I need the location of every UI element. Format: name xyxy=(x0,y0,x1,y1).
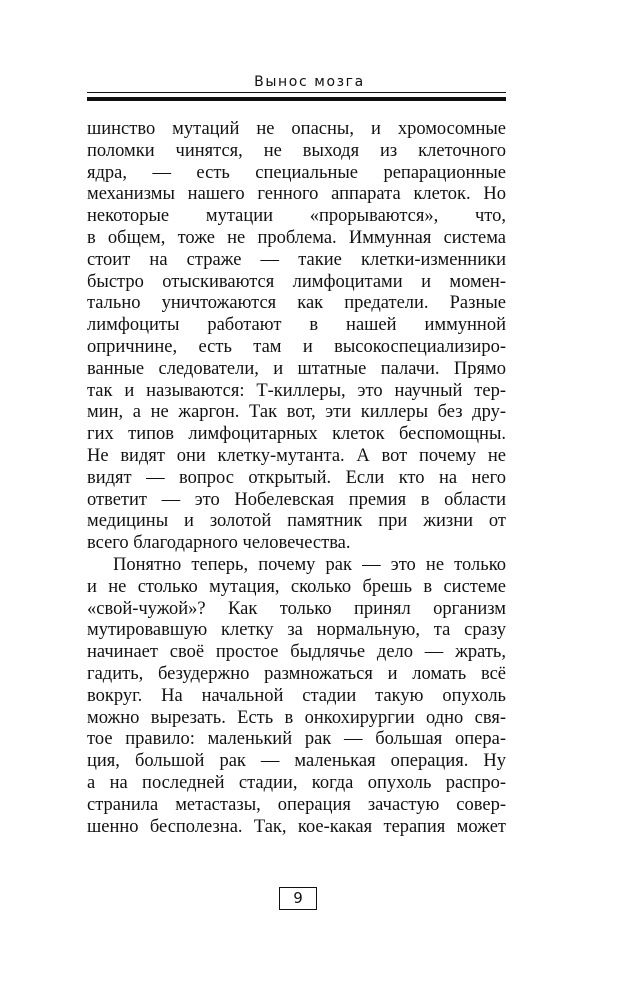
text-line: можно вырезать. Есть в онкохирургии одно свя- xyxy=(87,707,506,728)
text-line: всего благодарного человечества. xyxy=(87,533,351,554)
text-line: тое правило: маленький рак — большая опера- xyxy=(87,729,506,750)
text-line: тально уничтожаются как предатели. Разные xyxy=(87,293,506,314)
text-line: начинает своё простое быдлячье дело — жрать, xyxy=(87,642,506,663)
text-line: опричнине, есть там и высокоспециализиро- xyxy=(87,336,506,357)
paragraph-2 xyxy=(87,555,506,838)
header-rule-thin xyxy=(87,92,506,93)
text-line: поломки чинятся, не выходя из клеточного xyxy=(87,140,506,161)
text-line: лимфоциты работают в нашей иммунной xyxy=(87,315,506,336)
text-line: «свой-чужой»? Как только принял организм xyxy=(87,598,506,619)
text-line: гадить, безудержно размножаться и ломать всё xyxy=(87,663,506,684)
page-number: 9 xyxy=(279,887,317,910)
header-rule-thick xyxy=(87,97,506,101)
paragraph-1 xyxy=(87,119,506,555)
text-line: ция, большой рак — маленькая операция. Ну xyxy=(87,751,506,772)
text-line: шенно бесполезна. Так, кое-какая терапия может xyxy=(87,816,506,837)
running-title: Вынос мозга xyxy=(254,74,365,90)
text-line: ответит — это Нобелевская премия в области xyxy=(87,489,506,510)
text-line: и не столько мутация, сколько брешь в системе xyxy=(87,576,506,597)
text-line: некоторые мутации «прорываются», что, xyxy=(87,206,506,227)
text-line: мин, а не жаргон. Так вот, эти киллеры без дру- xyxy=(87,402,506,423)
text-line: ядра, — есть специальные репарационные xyxy=(87,162,506,183)
text-line: медицины и золотой памятник при жизни от xyxy=(87,511,506,532)
text-line: быстро отыскиваются лимфоцитами и момен- xyxy=(87,271,506,292)
text-line: странила метастазы, операция зачастую совер- xyxy=(87,794,506,815)
text-line: видят — вопрос открытый. Если кто на него xyxy=(87,467,506,488)
text-line: ванные следователи, и штатные палачи. Прямо xyxy=(87,358,506,379)
body-text xyxy=(87,119,506,838)
text-line: вокруг. На начальной стадии такую опухоль xyxy=(87,685,506,706)
text-line: шинство мутаций не опасны, и хромосомные xyxy=(87,119,506,139)
text-line: Понятно теперь, почему рак — это не только xyxy=(113,554,506,575)
text-line: так и называются: Т-киллеры, это научный тер- xyxy=(87,380,506,401)
text-line: механизмы нашего генного аппарата клеток. Но xyxy=(87,184,506,205)
text-line: а на последней стадии, когда опухоль распро- xyxy=(87,772,506,793)
text-line: гих типов лимфоцитарных клеток беспомощны. xyxy=(87,424,506,445)
text-line: мутировавшую клетку за нормальную, та сразу xyxy=(87,620,506,641)
text-line: в общем, тоже не проблема. Иммунная система xyxy=(87,227,506,248)
text-line: Не видят они клетку-мутанта. А вот почему не xyxy=(87,445,506,466)
text-line: стоит на страже — такие клетки-изменники xyxy=(87,249,506,270)
